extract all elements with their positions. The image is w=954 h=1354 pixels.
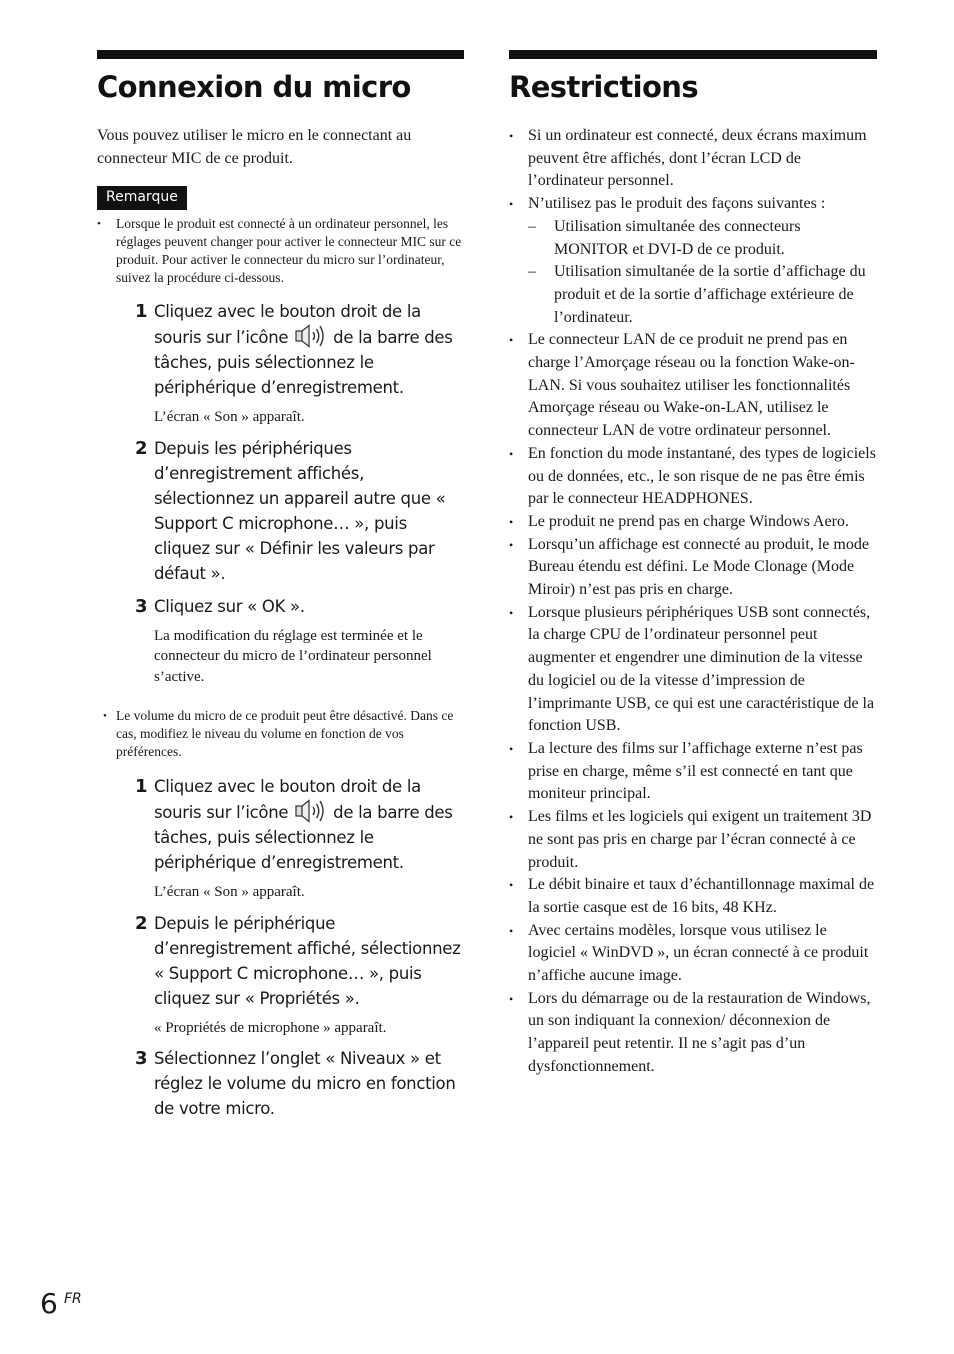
- remark-item: • Lorsque le produit est connecté à un ordinateur personnel, les réglages peuvent changer pour activer le connecteur MIC sur ce produit. Pour activer le connecteur du micro sur l’ordinateur, suivez la procédure ci-dessous.: [97, 216, 462, 285]
- right-column: [509, 50, 877, 1079]
- section-rule: [509, 50, 877, 59]
- step-text: Depuis le périphérique d’enregistrement affiché, sélectionnez « Support C microphone… », puis cliquez sur « Propriétés ».: [154, 913, 461, 1008]
- restriction-item: • N’utilisez pas le produit des façons suivantes : – Utilisation simultanée des connecteurs MONITOR et DVI-D de ce produit. – Utilisation simultanée de la sortie d’affichage du produit et de la sortie d’affichage extérieure de l’ordinateur.: [509, 193, 877, 329]
- step-item: [135, 299, 464, 428]
- intro-paragraph: Vous pouvez utiliser le micro en le connectant au connecteur MIC de ce produit.: [97, 127, 412, 167]
- step-number: 1: [135, 301, 148, 322]
- step-item: [135, 774, 464, 903]
- step-note: La modification du réglage est terminée et le connecteur du micro de l’ordinateur personnel s’active.: [154, 627, 432, 685]
- step-note: L’écran « Son » apparaît.: [154, 884, 305, 900]
- remark-label: Remarque: [97, 186, 187, 210]
- step-item: [135, 436, 464, 586]
- steps-list-2: [135, 774, 464, 1121]
- restrictions-list: [509, 125, 877, 1079]
- step-item: [135, 594, 464, 688]
- restriction-sublist: [528, 216, 877, 330]
- remark-item: • Le volume du micro de ce produit peut être désactivé. Dans ce cas, modifiez le niveau du volume en fonction de vos préférences.: [103, 708, 454, 759]
- left-column: [97, 50, 464, 1129]
- remark-text: Le volume du micro de ce produit peut être désactivé. Dans ce cas, modifiez le niveau du volume en fonction de vos préférences.: [116, 708, 454, 759]
- restriction-item: • Le produit ne prend pas en charge Windows Aero.: [509, 512, 849, 530]
- step-number: 3: [135, 1048, 148, 1069]
- step-text: Depuis les périphériques d’enregistrement affichés, sélectionnez un appareil autre que « Support C microphone… », puis cliquez sur « Définir les valeurs par défaut ».: [154, 438, 446, 583]
- restriction-item: • Si un ordinateur est connecté, deux écrans maximum peuvent être affichés, dont l’écran LCD de l’ordinateur personnel.: [509, 127, 867, 190]
- section-rule: [97, 50, 464, 59]
- step-item: [135, 1046, 464, 1121]
- remark-list: [97, 215, 464, 287]
- step-note: « Propriétés de microphone » apparaît.: [154, 1019, 387, 1036]
- step-item: [135, 911, 464, 1039]
- step-number: 2: [135, 437, 148, 459]
- restriction-item: • Le connecteur LAN de ce produit ne prend pas en charge l’Amorçage réseau ou la fonction Wake-on-LAN. Si vous souhaitez utiliser les fonctionnalités Amorçage réseau ou Wake-on-LAN, utilisez le connecteur LAN de votre ordinateur personnel.: [509, 331, 855, 440]
- restriction-item: • La lecture des films sur l’affichage externe n’est pas prise en charge, même s’il est connecté en tant que moniteur principal.: [509, 739, 863, 803]
- restriction-item: • Les films et les logiciels qui exigent un traitement 3D ne sont pas pris en charge par l’écran connecté à ce produit.: [509, 808, 872, 871]
- restriction-item: • Avec certains modèles, lorsque vous utilisez le logiciel « WinDVD », un écran connecté à ce produit n’affiche aucune image.: [509, 921, 869, 985]
- section-title-restrictions: Restrictions: [509, 70, 698, 104]
- step-text: Cliquez sur « OK ».: [154, 596, 305, 616]
- restriction-item: • Lorsque plusieurs périphériques USB sont connectés, la charge CPU de l’ordinateur personnel peut augmenter et engendrer une diminution de la vitesse du logiciel ou de la vitesse d’impression de l’imprimante USB, ce qui est une caractéristique de la fonction USB.: [509, 603, 875, 735]
- step-text: Cliquez avec le bouton droit de la souris sur l’icône de la barre des tâches, puis sélectionnez le périphérique d’enregistrement.: [154, 777, 453, 872]
- step-text: Sélectionnez l’onglet « Niveaux » et réglez le volume du micro en fonction de votre micro.: [154, 1049, 456, 1118]
- restriction-item: • Le débit binaire et taux d’échantillonnage maximal de la sortie casque est de 16 bits, 48 KHz.: [509, 876, 875, 916]
- speaker-volume-icon: [295, 324, 326, 348]
- restriction-subitem: – Utilisation simultanée de la sortie d’affichage du produit et de la sortie d’affichage extérieure de l’ordinateur.: [528, 263, 866, 326]
- page-number: 6: [40, 1287, 58, 1320]
- restriction-item: • En fonction du mode instantané, des types de logiciels ou de données, etc., le son risque de ne pas être émis par le connecteur HEADPHONES.: [509, 444, 876, 508]
- restriction-item: • Lorsqu’un affichage est connecté au produit, le mode Bureau étendu est défini. Le Mode Clonage (Mode Miroir) n’est pas pris en charge.: [509, 535, 869, 599]
- restriction-item: • Lors du démarrage ou de la restauration de Windows, un son indiquant la connexion/ déconnexion de l’appareil peut retentir. Il ne s’agit pas d’un dysfonctionnement.: [509, 989, 871, 1075]
- language-code: FR: [64, 1291, 82, 1307]
- restriction-subitem: – Utilisation simultanée des connecteurs MONITOR et DVI-D de ce produit.: [528, 217, 801, 258]
- step-number: 1: [135, 776, 148, 797]
- speaker-volume-icon: [295, 799, 326, 823]
- steps-list-1: [135, 299, 464, 687]
- step-note: L’écran « Son » apparaît.: [154, 409, 305, 425]
- remark-list-2: [103, 707, 464, 761]
- step-text: Cliquez avec le bouton droit de la souris sur l’icône de la barre des tâches, puis sélectionnez le périphérique d’enregistrement.: [154, 302, 453, 397]
- section-title-connexion-micro: Connexion du micro: [97, 70, 411, 104]
- step-number: 3: [135, 595, 148, 617]
- remark-text: Lorsque le produit est connecté à un ordinateur personnel, les réglages peuvent changer pour activer le connecteur MIC sur ce produit. Pour activer le connecteur du micro sur l’ordinateur, suivez la procédure ci-dessous.: [116, 216, 462, 285]
- page-folio: [40, 1286, 82, 1322]
- step-number: 2: [135, 912, 148, 934]
